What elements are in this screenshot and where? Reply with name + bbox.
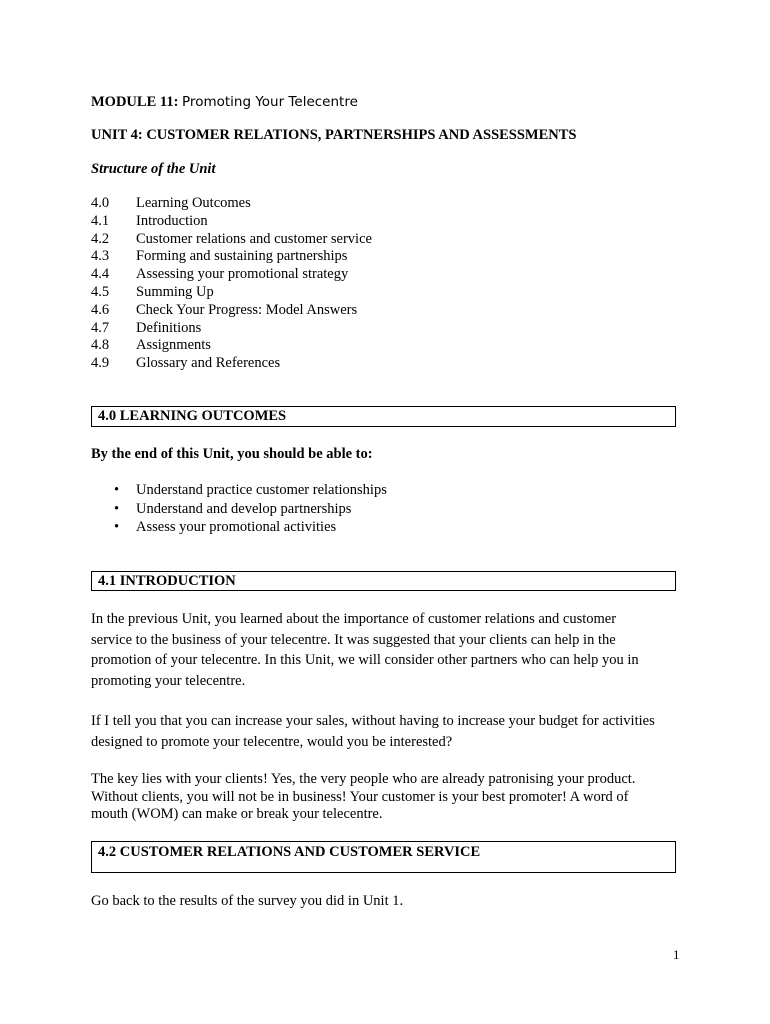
- toc-label: Assessing your promotional strategy: [136, 266, 349, 283]
- text-line: Without clients, you will not be in business! Your customer is your best promoter! A word of: [91, 788, 629, 805]
- toc-label: Forming and sustaining partnerships: [136, 248, 348, 265]
- bullet-icon: •: [114, 519, 120, 535]
- list-item-text: Understand and develop partnerships: [136, 500, 352, 517]
- text-line: Go back to the results of the survey you did in Unit 1.: [91, 893, 404, 909]
- text-line: designed to promote your telecentre, would you be interested?: [91, 733, 453, 750]
- toc-number: 4.6: [91, 301, 110, 318]
- toc-label: Learning Outcomes: [136, 195, 251, 211]
- customer-relations-heading: 4.2 CUSTOMER RELATIONS AND CUSTOMER SERVICE: [91, 841, 676, 873]
- unit-structure-list: [91, 195, 591, 373]
- toc-item: [91, 248, 591, 266]
- toc-item: [91, 355, 591, 373]
- page-number: 1: [673, 947, 680, 962]
- toc-number: 4.4: [91, 266, 110, 283]
- toc-number: 4.9: [91, 355, 110, 372]
- module-title: [91, 94, 358, 111]
- list-item: [114, 500, 387, 519]
- bullet-icon: •: [114, 482, 120, 498]
- learning-outcomes-list: [114, 481, 387, 537]
- structure-heading: Structure of the Unit: [91, 161, 216, 177]
- toc-number: 4.2: [91, 230, 110, 247]
- text-line: promoting your telecentre.: [91, 672, 246, 689]
- toc-item: [91, 195, 591, 213]
- toc-item: [91, 337, 591, 355]
- text-line: In the previous Unit, you learned about the importance of customer relations and customer: [91, 611, 617, 627]
- toc-number: 4.8: [91, 337, 110, 354]
- toc-item: [91, 302, 591, 320]
- list-item: [114, 481, 387, 500]
- list-item: [114, 518, 387, 537]
- toc-item: [91, 231, 591, 249]
- toc-label: Summing Up: [136, 283, 214, 300]
- toc-label: Customer relations and customer service: [136, 230, 372, 247]
- toc-label: Check Your Progress: Model Answers: [136, 301, 358, 318]
- toc-item: [91, 320, 591, 338]
- toc-number: 4.0: [91, 195, 110, 211]
- toc-number: 4.5: [91, 283, 110, 300]
- toc-label: Introduction: [136, 212, 208, 229]
- toc-number: 4.1: [91, 212, 110, 229]
- introduction-paragraph-1: [91, 609, 691, 691]
- introduction-paragraph-2: [91, 711, 691, 752]
- introduction-paragraph-3: [91, 771, 691, 824]
- toc-item: [91, 284, 591, 302]
- text-line: service to the business of your telecentre. It was suggested that your clients can help in the: [91, 631, 616, 648]
- list-item-text: Assess your promotional activities: [136, 519, 337, 535]
- toc-item: [91, 213, 591, 231]
- learning-outcomes-heading: 4.0 LEARNING OUTCOMES: [91, 406, 676, 427]
- text-line: promotion of your telecentre. In this Unit, we will consider other partners who can help you in: [91, 652, 639, 668]
- text-line: If I tell you that you can increase your sales, without having to increase your budget for activities: [91, 713, 655, 729]
- module-name: Promoting Your Telecentre: [182, 94, 358, 110]
- unit-title: UNIT 4: CUSTOMER RELATIONS, PARTNERSHIPS AND ASSESSMENTS: [91, 127, 577, 143]
- learning-outcomes-lead: By the end of this Unit, you should be able to:: [91, 446, 373, 462]
- customer-relations-paragraph-1: [91, 892, 691, 910]
- toc-label: Glossary and References: [136, 355, 281, 372]
- toc-number: 4.7: [91, 319, 110, 336]
- text-line: The key lies with your clients! Yes, the very people who are already patronising your product.: [91, 771, 636, 787]
- toc-label: Definitions: [136, 319, 202, 336]
- text-line: mouth (WOM) can make or break your telecentre.: [91, 806, 383, 822]
- toc-label: Assignments: [136, 337, 211, 354]
- toc-item: [91, 266, 591, 284]
- list-item-text: Understand practice customer relationships: [136, 482, 387, 498]
- introduction-heading: 4.1 INTRODUCTION: [91, 571, 676, 591]
- toc-number: 4.3: [91, 248, 110, 265]
- module-label: MODULE 11:: [91, 94, 179, 110]
- bullet-icon: •: [114, 500, 120, 517]
